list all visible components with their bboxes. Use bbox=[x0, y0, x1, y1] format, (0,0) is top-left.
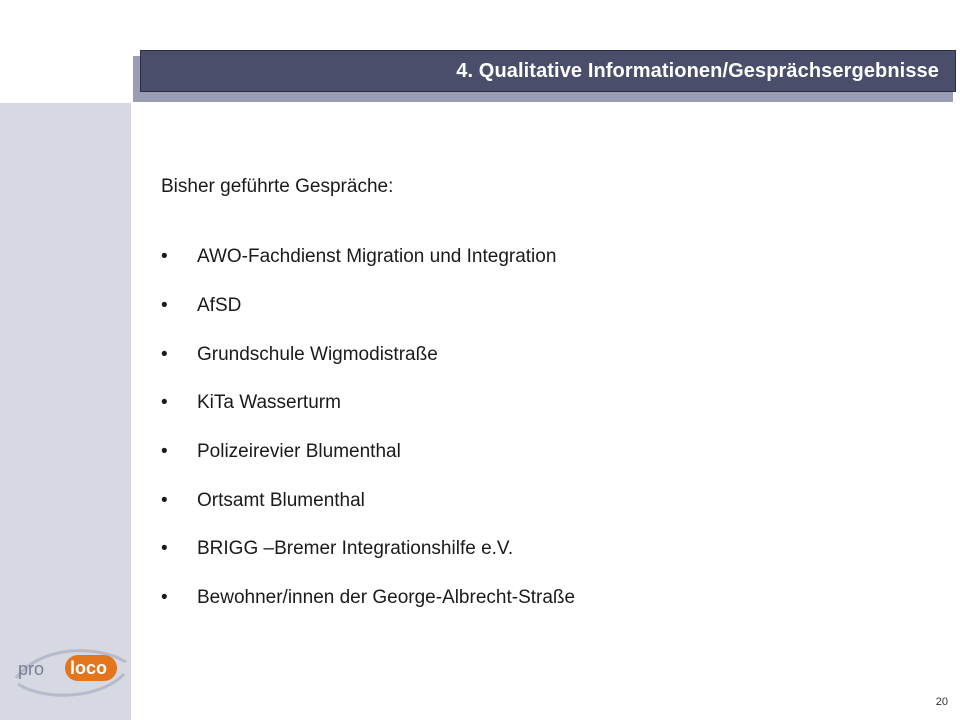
proloco-logo-icon bbox=[10, 640, 132, 700]
list-item bbox=[161, 282, 575, 331]
bullet-icon: • bbox=[161, 246, 168, 268]
bullet-icon: • bbox=[161, 489, 168, 511]
list-item bbox=[161, 428, 575, 477]
list-item-label: Bewohner/innen der George-Albrecht-Straße bbox=[197, 587, 576, 609]
page-number: 20 bbox=[935, 696, 948, 708]
list-item bbox=[161, 379, 575, 428]
bullet-icon: • bbox=[161, 343, 168, 365]
list-item bbox=[161, 330, 575, 379]
list-item-label: Grundschule Wigmodistraße bbox=[197, 343, 438, 365]
list-item bbox=[161, 233, 575, 282]
logo-text-pro: pro bbox=[18, 659, 45, 679]
slide-title: 4. Qualitative Informationen/Gesprächsergebnisse bbox=[456, 59, 939, 82]
list-item-label: KiTa Wasserturm bbox=[197, 392, 341, 414]
logo-text-loco: loco bbox=[70, 658, 108, 678]
proloco-logo bbox=[10, 640, 132, 705]
title-bar bbox=[140, 50, 956, 92]
bullet-icon: • bbox=[161, 441, 168, 463]
list-item bbox=[161, 574, 575, 623]
bullet-icon: • bbox=[161, 587, 168, 609]
left-sidebar-band bbox=[0, 103, 131, 720]
bullet-icon: • bbox=[161, 538, 168, 560]
list-item-label: AfSD bbox=[197, 295, 242, 317]
intro-text: Bisher geführte Gespräche: bbox=[161, 176, 394, 197]
conversation-list bbox=[161, 233, 575, 623]
list-item-label: Polizeirevier Blumenthal bbox=[197, 441, 401, 463]
list-item-label: BRIGG –Bremer Integrationshilfe e.V. bbox=[197, 538, 514, 560]
bullet-icon: • bbox=[161, 295, 168, 317]
list-item-label: AWO-Fachdienst Migration und Integration bbox=[197, 246, 557, 268]
list-item bbox=[161, 476, 575, 525]
bullet-icon: • bbox=[161, 392, 168, 414]
list-item-label: Ortsamt Blumenthal bbox=[197, 489, 365, 511]
list-item bbox=[161, 525, 575, 574]
